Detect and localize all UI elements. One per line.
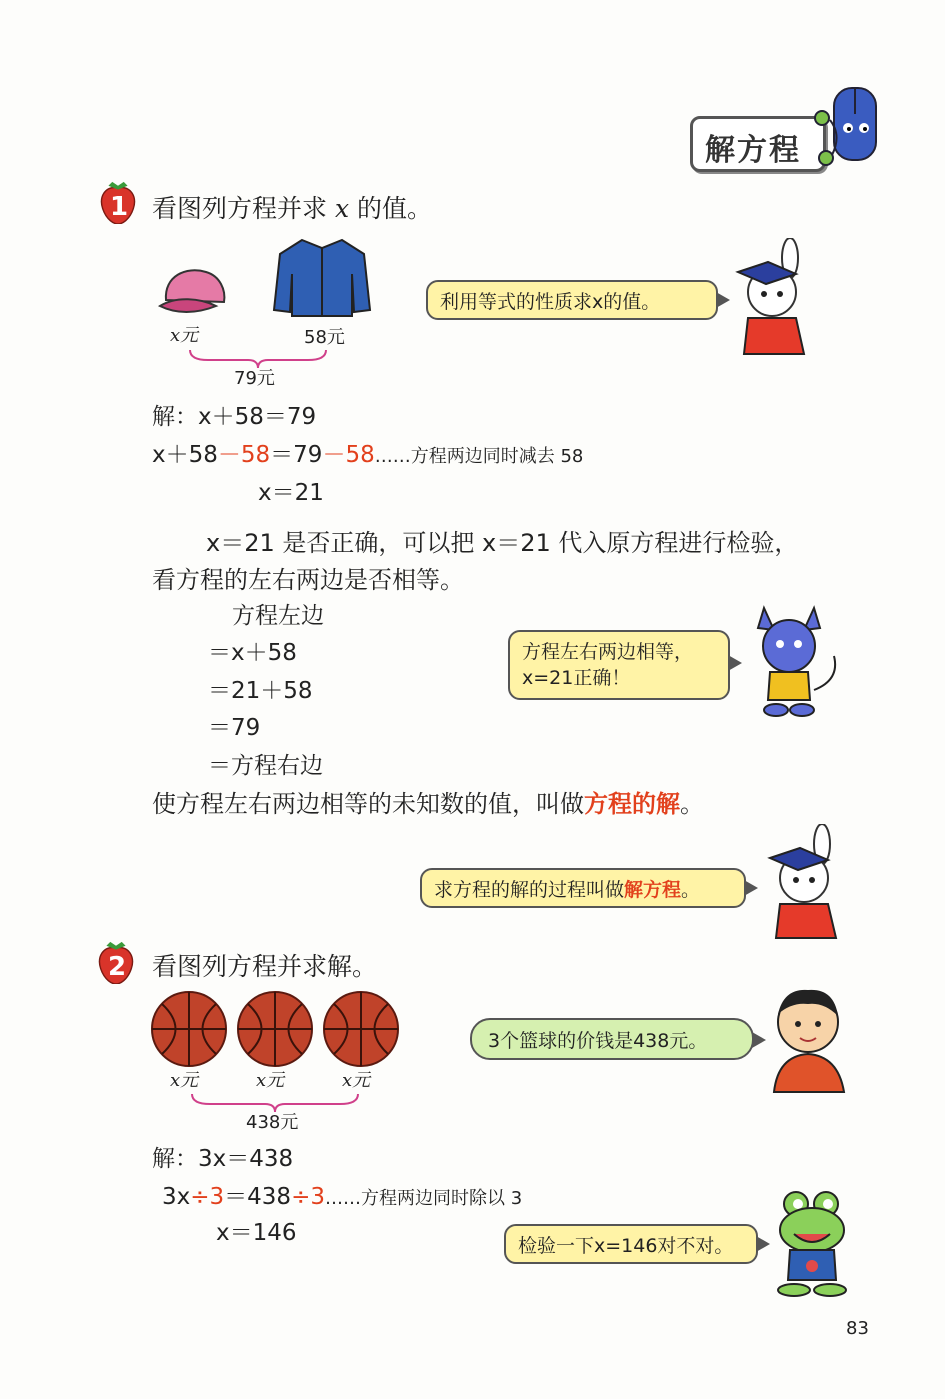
- section1-number: 1: [110, 192, 129, 222]
- computer-mouse-icon: [812, 80, 882, 180]
- speech-bubble-rabbit-2: 求方程的解的过程叫做解方程。: [420, 868, 746, 908]
- cap-icon: [156, 262, 232, 316]
- boy-icon: [764, 984, 852, 1094]
- speech-bubble-boy: 3个篮球的价钱是438元。: [470, 1018, 754, 1060]
- solution-line-2: x＋58－58＝79－58……方程两边同时减去 58: [152, 442, 584, 468]
- solution-line-3: x＝146: [216, 1220, 297, 1246]
- speech-bubble-frog: 检验一下x=146对不对。: [504, 1224, 758, 1264]
- basketball-icon: [150, 990, 228, 1068]
- solution-line-1: 解：x＋58＝79: [152, 404, 317, 430]
- brace: [190, 1092, 360, 1114]
- basketball-icon: [322, 990, 400, 1068]
- ball-price-label: x元: [342, 1070, 371, 1091]
- frog-icon: [770, 1186, 854, 1298]
- ball-price-label: x元: [256, 1070, 285, 1091]
- jacket-price-label: 58元: [304, 327, 345, 348]
- bubble-tail: [728, 655, 742, 671]
- ball-price-label: x元: [170, 1070, 199, 1091]
- rabbit-professor-icon: [724, 238, 814, 358]
- solution-line-3: x＝21: [258, 480, 324, 506]
- bubble-tail: [756, 1236, 770, 1252]
- section2-number: 2: [108, 952, 127, 982]
- total-price-label: 438元: [246, 1112, 299, 1133]
- verify-line-2: ＝x＋58: [208, 640, 297, 666]
- cap-price-label: x元: [170, 325, 199, 346]
- check-paragraph-1: x＝21 是否正确，可以把 x＝21 代入原方程进行检验，: [206, 529, 799, 557]
- basketball-icon: [236, 990, 314, 1068]
- page-title: 解方程: [705, 133, 801, 168]
- speech-bubble-cat: 方程左右两边相等， x=21正确！: [508, 630, 730, 700]
- verify-line-5: ＝方程右边: [208, 753, 323, 779]
- cat-icon: [744, 600, 844, 718]
- solution-line-2: 3x÷3＝438÷3……方程两边同时除以 3: [162, 1184, 523, 1210]
- section1-title: 看图列方程并求 x 的值。: [152, 194, 433, 223]
- rabbit-professor-icon: [756, 824, 846, 942]
- page-number: 83: [846, 1318, 869, 1339]
- check-paragraph-2: 看方程的左右两边是否相等。: [152, 566, 464, 594]
- total-price-label: 79元: [234, 368, 275, 389]
- speech-bubble-rabbit: 利用等式的性质求x的值。: [426, 280, 718, 320]
- brace: [188, 348, 328, 370]
- verify-line-4: ＝79: [208, 715, 261, 741]
- verify-line-1: 方程左边: [232, 603, 324, 629]
- definition-text: 使方程左右两边相等的未知数的值，叫做方程的解。: [152, 790, 704, 818]
- section2-title: 看图列方程并求解。: [152, 952, 378, 981]
- header-badge: [690, 116, 826, 172]
- solution-line-1: 解：3x＝438: [152, 1146, 294, 1172]
- verify-line-3: ＝21＋58: [208, 678, 313, 704]
- jacket-icon: [272, 234, 372, 318]
